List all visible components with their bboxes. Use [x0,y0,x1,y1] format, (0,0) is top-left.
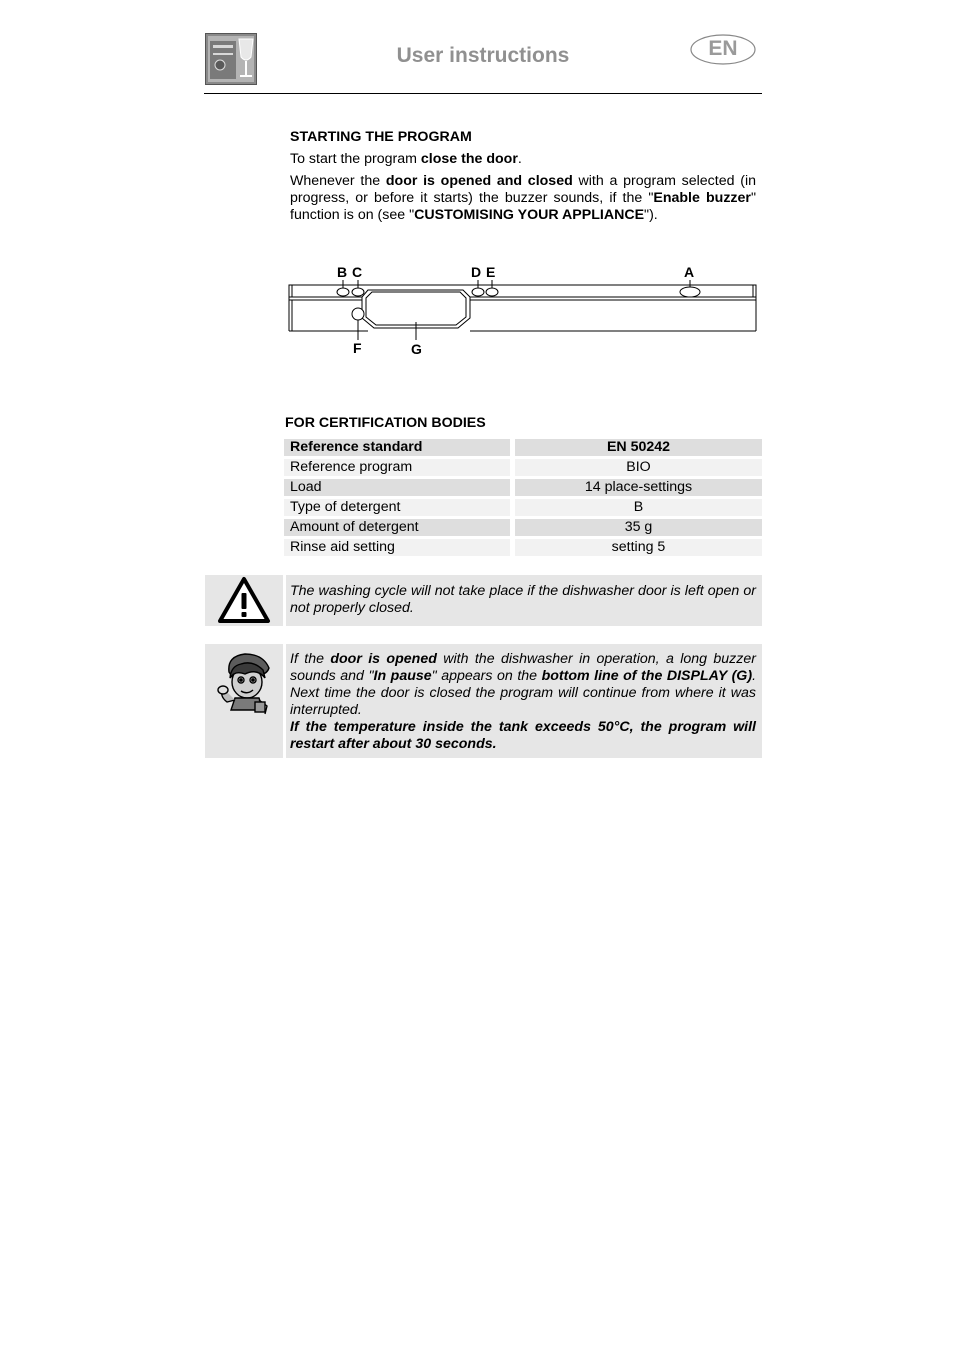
row-value: setting 5 [515,539,762,556]
warning-icon-box [205,575,283,626]
row-value: B [515,499,762,516]
label-a: A [684,264,695,280]
row-label: Rinse aid setting [284,539,510,556]
tip-icon-box [205,644,283,758]
label-e: E [486,264,496,280]
row-label: Amount of detergent [284,519,510,536]
table-row [284,519,762,536]
control-panel-diagram [286,258,760,362]
buzzer-paragraph: Whenever the door is opened and closed with a program selected (in progress, or before it starts) the buzzer sounds, if the "Enable buzzer" function is on (see "CUSTOMISING YOUR APPLIANCE"). [290,173,756,223]
table-row [284,539,762,556]
section-heading-starting: STARTING THE PROGRAM [290,129,472,145]
label-d: D [471,264,482,280]
language-badge [690,34,756,65]
warning-triangle-icon [205,575,283,626]
tip-text: If the door is opened with the dishwasher in operation, a long buzzer sounds and "In pause" appears on the bottom line of the DISPLAY (G). Next time the door is closed the program will continue from where it was interrupted. If the temperature inside the tank exceeds 50°C, the program will restart after about 30 seconds. [290,651,757,752]
label-c: C [352,264,363,280]
row-label: Load [284,479,510,496]
header-value: EN 50242 [515,439,762,456]
table-row [284,499,762,516]
header-label: Reference standard [284,439,510,456]
row-value: BIO [515,459,762,476]
warning-text: The washing cycle will not take place if the dishwasher door is left open or not properly closed. [290,583,756,616]
tip-temperature-text: If the temperature inside the tank exceeds 50°C, the program will restart after about 30 seconds. [290,719,756,752]
label-f: F [353,340,362,356]
certification-table [284,436,762,559]
table-row [284,459,762,476]
table-row [284,479,762,496]
row-label: Type of detergent [284,499,510,516]
row-value: 35 g [515,519,762,536]
cartoon-character-icon [205,644,283,758]
section-heading-certification: FOR CERTIFICATION BODIES [285,415,486,431]
start-paragraph: To start the program close the door. [290,151,522,167]
dishwasher-glass-icon [205,33,257,85]
language-label: EN [708,37,738,60]
table-header-row [284,439,762,456]
row-label: Reference program [284,459,510,476]
label-b: B [337,264,348,280]
row-value: 14 place-settings [515,479,762,496]
page-title: User instructions [396,44,570,67]
label-g: G [411,341,422,357]
header-divider [204,93,762,94]
